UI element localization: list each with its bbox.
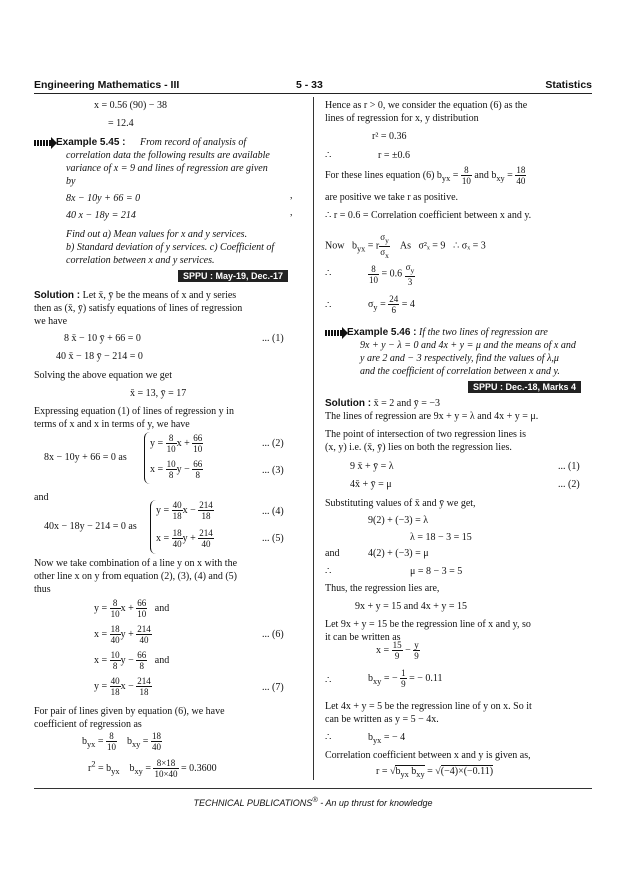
equation: $b_{xy}$ = − $\frac{1}{9}$ = − 0.11 [368,668,443,689]
equation: x = $\frac{10}{8}$ y − $\frac{66}{8}$ [150,459,203,480]
text-line: The lines of regression are 9x + y = λ and 4x + y = μ. [325,411,539,422]
example-text: correlation between x and y services. [66,255,215,266]
example-text: y are 2 and − 3 respectively, find the values of λ,μ [360,353,559,364]
example-heading: Example 5.45 : [34,137,125,148]
text-line: lines of regression for x, y distribution [325,113,479,124]
text-line: Expressing equation (1) of lines of regression y in [34,406,234,417]
equation: 4x̄ + ȳ = μ [350,479,392,490]
equation-number: ... (1) [558,461,580,472]
text-line: other line x on y from equation (2), (3), (4) and (5) [34,571,237,582]
therefore-symbol: ∴ [325,150,332,161]
equation: r = ±0.6 [378,150,410,161]
equation-number: ... (2) [558,479,580,490]
equation: μ = 8 − 3 = 5 [410,566,463,577]
example-text: 9x + y − λ = 0 and 4x + y = μ and the means of x and [360,340,576,351]
text-line: Solving the above equation we get [34,370,173,381]
text-line: For pair of lines given by equation (6), we have [34,706,225,717]
equation: $b_{yx}$ = $\frac{8}{10}$ $b_{xy}$ = $\frac{18}{40}$ [82,731,161,752]
text-line: , [290,207,293,218]
arrow-icon [325,330,343,336]
equation: y = $\frac{40}{18}$ x − $\frac{214}{18}$ [94,676,151,697]
text-line: and [34,492,49,503]
equation: $\frac{8}{10}$ = 0.6 $\frac{\sigma_y}{3}$ [369,262,415,287]
text-line: and [325,548,340,559]
text-line: , [290,190,293,201]
equation: $r = √b_{yx}$ $b_{xy} = √(-4)\times(-0.11)$ [376,766,494,779]
example-text: variance of x = 9 and lines of regression are given [66,163,268,174]
equation: y = $\frac{8}{10}$ x + $\frac{66}{10}$ [150,433,203,454]
text-line: Hence as r > 0, we consider the equation (6) as the [325,100,528,111]
text-line: = 12.4 [108,118,134,129]
therefore-symbol: ∴ [325,300,332,311]
equation-number: ... (2) [262,438,284,449]
equation: 9(2) + (−3) = λ [368,515,429,526]
text-line: we have [34,316,68,327]
text-line: The point of intersection of two regression lines is [325,429,527,440]
equation-number: ... (4) [262,506,284,517]
text-line: Correlation coefficient between x and y is given as, [325,750,531,761]
sppu-badge: SPPU : May-19, Dec.-17 [178,270,288,282]
text-line: Now we take combination of a line y on x with the [34,558,238,569]
text-line: For these lines equation (6) $b_{yx}$ = $\frac{8}{10}$ and $b_{xy}$ = $\frac{18}{40}$ [325,165,526,186]
text-line: thus [34,584,51,595]
equation: Now $b_{yx} = r$ $\frac{\sigma_y}{\sigma_x}$ As σ²ₓ = 9 ∴ σₓ = 3 [325,232,486,260]
text-line: coefficient of regression as [34,719,142,730]
equation: $\sigma_y$ = $\frac{24}{6}$ = 4 [368,294,415,315]
equation: x = $\frac{18}{40}$ y + $\frac{214}{40}$ [94,624,151,645]
equation-number: ... (6) [262,629,284,640]
arrow-icon [34,140,52,146]
equation: y = $\frac{8}{10}$ x + $\frac{66}{10}$ and [94,598,170,619]
therefore-symbol: ∴ [325,268,332,279]
equation-number: ... (5) [262,533,284,544]
equation: 40 x − 18y = 214 [66,210,136,221]
page-number: 5 - 33 [296,79,323,91]
sppu-badge: SPPU : Dec.-18, Marks 4 [468,381,581,393]
equation: 8x − 10y + 66 = 0 [66,193,141,204]
page-header [34,79,592,94]
equation-number: ... (1) [262,333,284,344]
chapter-title: Statistics [545,79,592,91]
example-text: From record of analysis of [140,137,247,148]
therefore-symbol: ∴ [325,675,332,686]
text-line: Let 4x + y = 5 be the regression line of y on x. So it [325,701,532,712]
equation: 4(2) + (−3) = μ [368,548,429,559]
page-footer: TECHNICAL PUBLICATIONS® - An up thrust for knowledge [193,795,433,808]
text-line: Substituting values of x̄ and ȳ we get, [325,498,476,509]
column-divider [313,97,314,780]
text-line: (x, y) i.e. (x̄, ȳ) lies on both the regression lies. [325,442,512,453]
therefore-symbol: ∴ [325,566,332,577]
equation-number: ... (7) [262,682,284,693]
equation: 9 x̄ + ȳ = λ [350,461,394,472]
text-line: can be written as y = 5 − 4x. [325,714,439,725]
text-line: it can be written as [325,632,401,643]
example-text: Find out a) Mean values for x and y services. [66,229,248,240]
equation: λ = 18 − 3 = 15 [410,532,472,543]
solution-line: Solution : x̄ = 2 and ȳ = −3 [325,398,440,409]
equation: 8 x̄ − 10 ȳ + 66 = 0 [64,333,141,344]
equation: r² = 0.36 [372,131,407,142]
equation: x = $\frac{10}{8}$ y − $\frac{66}{8}$ and [94,650,170,671]
text-line: Let 9x + y = 15 be the regression line of x and y, so [325,619,531,630]
text-line: ∴ r = 0.6 = Correlation coefficient between x and y. [325,210,532,221]
equation-number: ... (3) [262,465,284,476]
equation: 40x − 18y − 214 = 0 as [44,521,137,532]
example-heading: Example 5.46 : If the two lines of regression are [325,327,548,338]
footer-rule [34,788,592,789]
example-text: b) Standard deviation of y services. c) Coefficient of [66,242,275,253]
example-text: correlation data the following results are available [66,150,270,161]
text-line: are positive we take r as positive. [325,192,459,203]
text-line: then as (x̄, ȳ) satisfy equations of lines of regression [34,303,243,314]
solution-line: Solution : Let x̄, ȳ be the means of x and y series [34,290,237,301]
text-line: x = 0.56 (90) − 38 [94,100,167,111]
equation: y = $\frac{40}{18}$ x − $\frac{214}{18}$ [156,500,213,521]
text-line: Thus, the regression lies are, [325,583,440,594]
text-line: terms of x and x in terms of y, we have [34,419,190,430]
equation: $r^2 = b_{yx}$ $b_{xy}$ = $\frac{8\times 18}{10\times 40}$ = 0.3600 [88,758,217,779]
example-text: and the coefficient of correlation between x and y. [360,366,560,377]
equation: $b_{yx}$ = − 4 [368,732,406,745]
equation: x = $\frac{18}{40}$ y + $\frac{214}{40}$ [156,528,213,549]
equation: x = $\frac{15}{9}$ − $\frac{y}{9}$ [376,640,419,661]
equation: x̄ = 13, ȳ = 17 [130,388,187,399]
equation: 9x + y = 15 and 4x + y = 15 [355,601,467,612]
book-title: Engineering Mathematics - III [34,79,180,91]
example-text: by [66,176,76,187]
equation: 8x − 10y + 66 = 0 as [44,452,127,463]
equation: 40 x̄ − 18 ȳ − 214 = 0 [56,351,143,362]
therefore-symbol: ∴ [325,732,332,743]
